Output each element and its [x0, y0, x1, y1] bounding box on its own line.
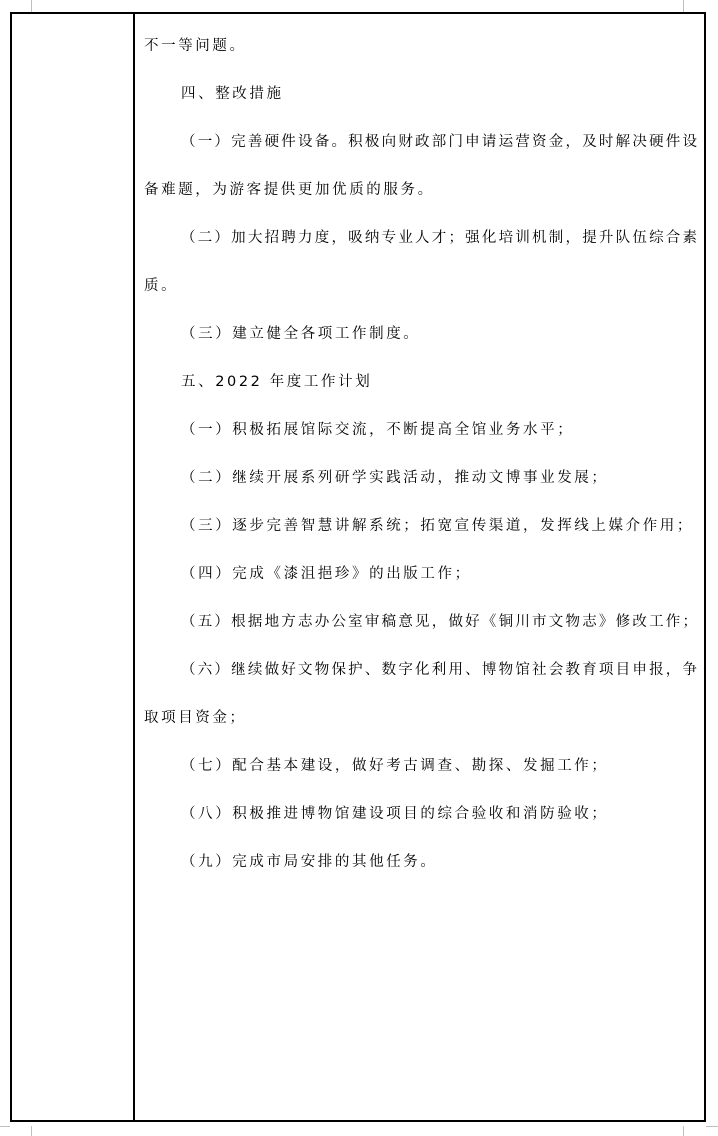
plan-item: （九）完成市局安排的其他任务。	[181, 854, 438, 870]
body-line: （一）完善硬件设备。积极向财政部门申请运营资金，及时解决硬件设	[181, 134, 697, 150]
body-line: 备难题，为游客提供更加优质的服务。	[144, 182, 435, 198]
form-table	[10, 12, 706, 1122]
plan-item: （八）积极推进博物馆建设项目的综合验收和消防验收；	[181, 806, 609, 822]
plan-item: （一）积极拓展馆际交流，不断提高全馆业务水平；	[181, 422, 575, 438]
crop-mark	[706, 1126, 718, 1127]
content-cell	[135, 14, 704, 1120]
plan-item: （七）配合基本建设，做好考古调查、勘探、发掘工作；	[181, 758, 609, 774]
plan-item: （六）继续做好文物保护、数字化利用、博物馆社会教育项目申报，争	[181, 662, 697, 678]
plan-item: （三）逐步完善智慧讲解系统；拓宽宣传渠道，发挥线上媒介作用；	[181, 518, 694, 534]
crop-mark	[683, 1126, 684, 1136]
plan-item: （五）根据地方志办公室审稿意见，做好《铜川市文物志》修改工作；	[181, 614, 697, 630]
crop-mark	[683, 0, 684, 12]
plan-item: （二）继续开展系列研学实践活动，推动文博事业发展；	[181, 470, 609, 486]
body-line: （三）建立健全各项工作制度。	[181, 326, 421, 342]
crop-mark	[31, 1126, 32, 1136]
label-column	[12, 14, 135, 1120]
body-line: 不一等问题。	[144, 38, 247, 54]
crop-mark	[0, 1126, 10, 1127]
plan-item: （四）完成《漆沮挹珍》的出版工作；	[181, 566, 472, 582]
crop-mark	[31, 0, 32, 12]
body-line: 质。	[144, 278, 179, 294]
body-line: （二）加大招聘力度，吸纳专业人才；强化培训机制，提升队伍综合素	[181, 230, 697, 246]
section-heading: 五、2022 年度工作计划	[181, 374, 373, 390]
section-heading: 四、整改措施	[181, 86, 284, 102]
plan-item-continuation: 取项目资金；	[144, 710, 247, 726]
